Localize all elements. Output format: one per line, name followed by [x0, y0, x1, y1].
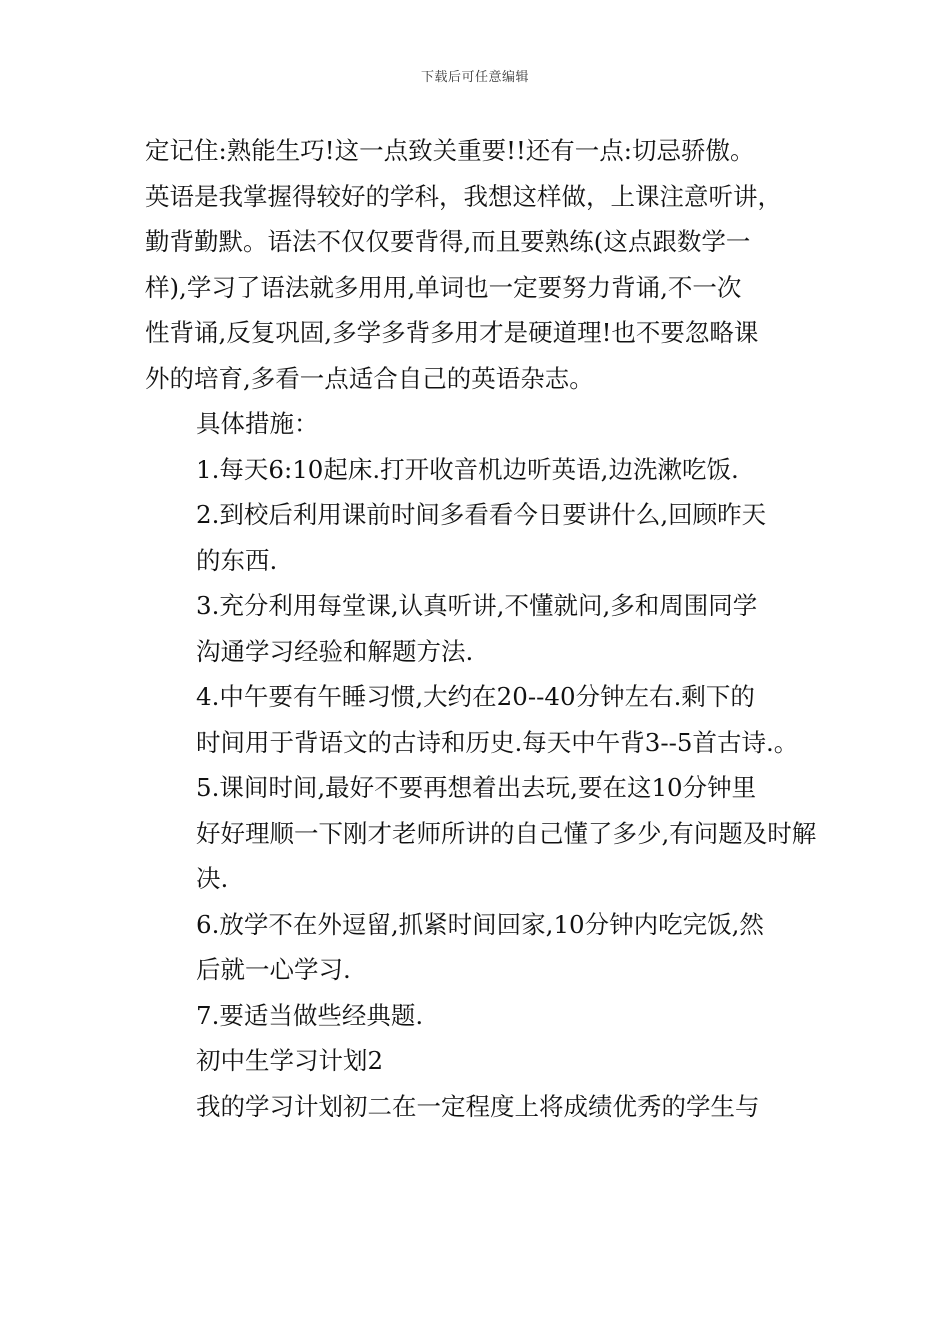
text-line: 时间用于背语文的古诗和历史.每天中午背3--5首古诗.。	[196, 727, 799, 757]
document-body	[145, 128, 817, 1129]
text-line: 7.要适当做些经典题.	[196, 1000, 424, 1030]
page-header: 下载后可任意编辑	[420, 70, 529, 85]
text-line: 1.每天6:10起床.打开收音机边听英语,边洗漱吃饭.	[196, 454, 739, 484]
text-line: 决.	[196, 864, 229, 893]
text-line: 勤背勤默。语法不仅仅要背得,而且要熟练(这点跟数学一	[145, 227, 751, 256]
text-line: 定记住:熟能生巧!这一点致关重要!!还有一点:切忌骄傲。	[145, 136, 755, 165]
text-line: 2.到校后利用课前时间多看看今日要讲什么,回顾昨天	[196, 500, 767, 529]
paragraph	[145, 765, 817, 902]
text-line: 英语是我掌握得较好的学科，我想这样做，上课注意听讲，	[145, 181, 782, 211]
text-line: 5.课间时间,最好不要再想着出去玩,要在这10分钟里	[196, 773, 757, 802]
text-line: 我的学习计划初二在一定程度上将成绩优秀的学生与	[196, 1091, 760, 1121]
text-line: 好好理顺一下刚才老师所讲的自己懂了多少,有问题及时解	[196, 818, 817, 848]
paragraph	[145, 993, 810, 1039]
text-line: 性背诵,反复巩固,多学多背多用才是硬道理!也不要忽略课	[145, 318, 759, 347]
text-line: 沟通学习经验和解题方法.	[196, 636, 474, 666]
paragraph	[145, 492, 810, 583]
paragraph	[145, 674, 810, 765]
text-line: 3.充分利用每堂课,认真听讲,不懂就问,多和周围同学	[196, 591, 758, 620]
paragraph	[145, 1038, 810, 1084]
paragraph	[145, 902, 810, 993]
text-line: 4.中午要有午睡习惯,大约在20--40分钟左右.剩下的	[196, 682, 755, 711]
text-line: 的东西.	[196, 545, 278, 575]
paragraph	[145, 401, 810, 447]
paragraph	[145, 447, 810, 493]
text-line: 样),学习了语法就多用用,单词也一定要努力背诵,不一次	[145, 272, 742, 302]
text-line: 初中生学习计划2	[196, 1046, 384, 1075]
text-line: 后就一心学习.	[196, 955, 351, 984]
text-line: 外的培育,多看一点适合自己的英语杂志。	[145, 363, 594, 393]
paragraph	[145, 1084, 810, 1130]
text-line: 具体措施：	[196, 409, 319, 438]
paragraph	[145, 583, 810, 674]
text-line: 6.放学不在外逗留,抓紧时间回家,10分钟内吃完饭,然	[196, 909, 764, 939]
paragraph	[145, 128, 810, 174]
paragraph	[145, 174, 810, 402]
